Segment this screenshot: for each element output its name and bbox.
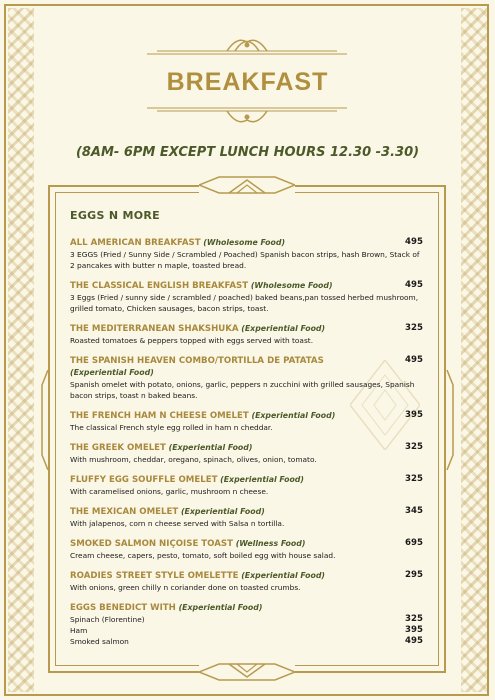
item-description: Roasted tomatoes & peppers topped with eggs served with toast. <box>70 336 314 345</box>
item-tag: (Experiential Food) <box>241 324 326 333</box>
item-price: 395 <box>405 410 423 420</box>
menu-item <box>70 323 425 346</box>
menu-item <box>70 506 425 529</box>
item-price: 325 <box>405 474 423 484</box>
menu-item <box>70 237 425 271</box>
item-price: 495 <box>405 355 423 365</box>
item-price: 495 <box>405 237 423 247</box>
item-description: Spanish omelet with potato, onions, garlic, peppers n zucchini with grilled sausages, Spanish bacon strips, toast n baked beans. <box>70 380 415 400</box>
item-description: With onions, green chilly n coriander done on toasted crumbs. <box>70 583 301 592</box>
left-border-pattern <box>8 8 34 692</box>
item-tag: (Experiential Food) <box>180 507 265 516</box>
item-tag: (Experiential Food) <box>241 571 325 580</box>
item-name: ALL AMERICAN BREAKFAST <box>70 238 201 248</box>
section-title: EGGS N MORE <box>70 209 160 222</box>
item-name: THE GREEK OMELET <box>70 443 166 453</box>
item-description: 3 Eggs (Fried / sunny side / scrambled / poached) baked beans,pan tossed herbed mushroom, grilled tomato, Chicken sausages, bacon strips, toast. <box>70 293 419 313</box>
item-name: THE FRENCH HAM N CHEESE OMELET <box>70 411 249 421</box>
item-price: 325 <box>405 323 423 333</box>
item-description: With caramelised onions, garlic, mushroom n cheese. <box>70 487 269 496</box>
item-tag: (Experiential Food) <box>220 475 304 484</box>
item-name: EGGS BENEDICT WITH <box>70 603 176 613</box>
frame-left-bracket <box>41 370 49 470</box>
item-tag: (Experiential Food) <box>70 368 154 377</box>
benedict-option <box>70 636 425 647</box>
menu-item <box>70 442 425 465</box>
item-tag: (Experiential Food) <box>251 411 336 420</box>
menu-item <box>70 280 425 314</box>
option-price: 495 <box>405 636 423 646</box>
menu-item-benedict <box>70 602 425 647</box>
item-price: 345 <box>405 506 423 516</box>
item-tag: (Experiential Food) <box>178 603 263 612</box>
menu-item <box>70 355 425 401</box>
item-price: 695 <box>405 538 423 548</box>
item-description: Cream cheese, capers, pesto, tomato, soft boiled egg with house salad. <box>70 551 336 560</box>
menu-item <box>70 570 425 593</box>
option-price: 395 <box>405 625 423 635</box>
option-price: 325 <box>405 614 423 624</box>
item-description: 3 EGGS (Fried / Sunny Side / Scrambled / Poached) Spanish bacon strips, hash Brown, Stack of 2 pancakes with butter n maple, toasted bread. <box>70 250 420 270</box>
menu-item <box>70 410 425 433</box>
item-price: 295 <box>405 570 423 580</box>
item-tag: (Wellness Food) <box>235 539 306 548</box>
item-name: FLUFFY EGG SOUFFLE OMELET <box>70 475 218 485</box>
item-tag: (Wholesome Food) <box>203 238 286 247</box>
title-top-ornament <box>147 34 347 58</box>
item-price: 495 <box>405 280 423 290</box>
item-description: With jalapenos, corn n cheese served with Salsa n tortilla. <box>70 519 285 528</box>
item-name: ROADIES STREET STYLE OMELETTE <box>70 571 239 581</box>
service-hours: (8AM- 6PM EXCEPT LUNCH HOURS 12.30 -3.30) <box>75 145 420 160</box>
right-border-pattern <box>461 8 487 692</box>
frame-bottom-cap <box>199 663 295 681</box>
item-name: THE MEDITERRANEAN SHAKSHUKA <box>70 324 239 334</box>
item-description: The classical French style egg rolled in ham n cheddar. <box>70 423 273 432</box>
item-name: SMOKED SALMON NIÇOISE TOAST <box>70 539 233 549</box>
item-price: 325 <box>405 442 423 452</box>
menu-item <box>70 538 425 561</box>
item-description: With mushroom, cheddar, oregano, spinach, olives, onion, tomato. <box>70 455 317 464</box>
benedict-option <box>70 625 425 636</box>
option-label: Ham <box>70 626 88 635</box>
item-name: THE SPANISH HEAVEN COMBO/TORTILLA DE PATATAS <box>70 356 324 366</box>
title-bottom-ornament <box>147 104 347 126</box>
option-label: Smoked salmon <box>70 637 129 646</box>
item-name: THE MEXICAN OMELET <box>70 507 179 517</box>
item-name: THE CLASSICAL ENGLISH BREAKFAST <box>70 281 249 291</box>
item-tag: (Experiential Food) <box>168 443 253 452</box>
page-title: BREAKFAST <box>166 68 329 96</box>
option-label: Spinach (Florentine) <box>70 615 145 624</box>
menu-item <box>70 474 425 497</box>
menu-content <box>70 200 425 656</box>
item-tag: (Wholesome Food) <box>250 281 333 290</box>
frame-right-bracket <box>446 370 454 470</box>
benedict-option <box>70 614 425 625</box>
frame-top-cap <box>199 176 295 194</box>
